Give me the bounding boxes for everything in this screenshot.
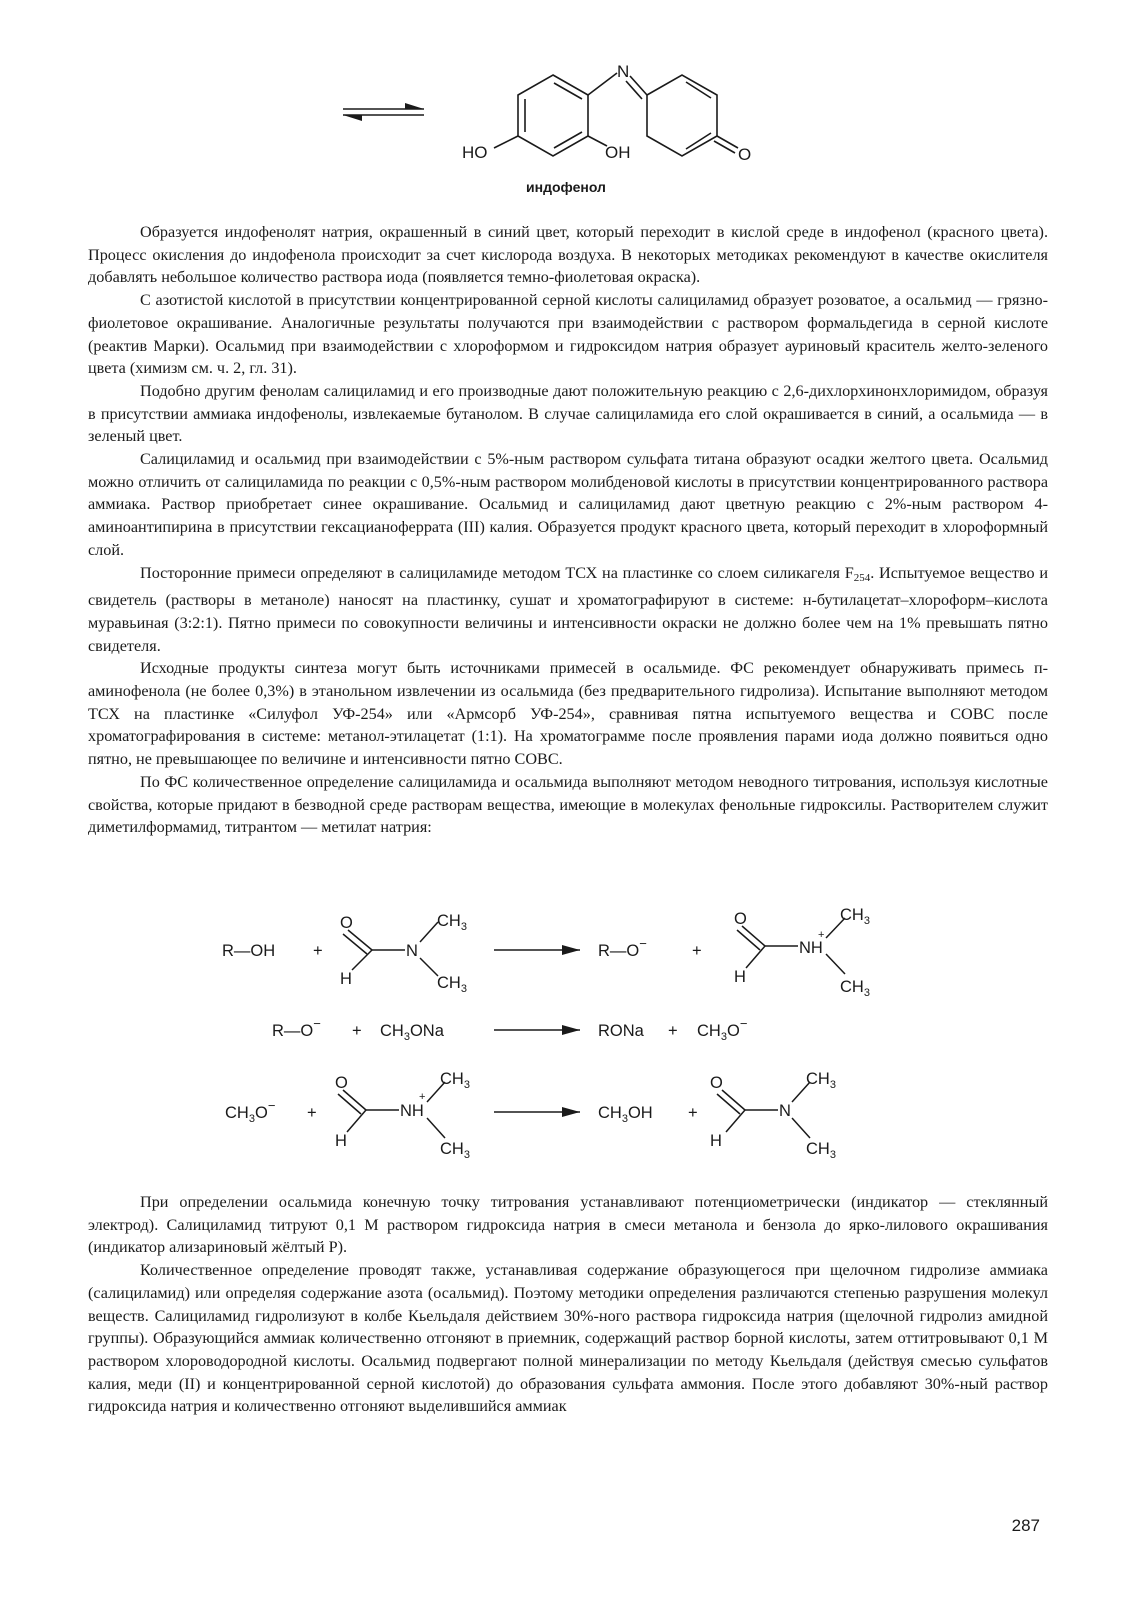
arrow-head-icon [562, 1025, 580, 1035]
ch3-bottom: $CH_3$ [806, 1140, 836, 1161]
tlc-subscript: 254 [853, 571, 871, 584]
right-quinone-ring [626, 75, 738, 156]
ch3-top: $CH_3$ [440, 1070, 470, 1091]
ch3-bottom: $CH_3$ [840, 978, 870, 999]
paragraph: Исходные продукты синтеза могут быть источниками примесей в осальмиде. ФС рекомендует обнаруживать примесь п-аминофенола (не более 0,3%) в этанольном извлечении из осальмида (без предварительного гидролиза). Испытание выполняют методом ТСХ на пластинке «Силуфол УФ-254» или «Армсорб УФ-254», сравнивая пятна испытуемого вещества и СОВС после хроматографирования в системе: метанол-этилацетат (1:1). На хроматограмме после проявления парами иода должно появиться одно пятно, не превышающее по величине и интенсивности пятно СОВС. [88, 659, 1048, 769]
ch3-top: $CH_3$ [806, 1070, 836, 1091]
ch3o-minus: $CH_3O^-$ [697, 1016, 748, 1043]
atom-o: O [710, 1074, 723, 1092]
atom-ho: HO [462, 143, 488, 162]
indophenol-svg [0, 40, 1132, 180]
plus-superscript: + [419, 1091, 426, 1103]
paragraph: Количественное определение проводят также, устанавливая содержание образующегося при щелочном гидролизе аммиака (салициламид) или определяя содержание азота (осальмид). Поэтому методики определения различаются степенью разрушения молекул веществ. Салициламид гидролизуют в колбе Кьельдаля действием 30%-ного раствора гидроксида натрия (щелочной гидролиз амидной группы). Образующийся аммиак количественно отгоняют в приемник, содержащий раствор борной кислоты, затем оттитровывают 0,1 М раствором хлороводородной кислоты. Осальмид подвергают полной минерализации по методу Кьельдаля (действуя смесью сульфатов калия, меди (II) и концентрированной серной кислотой) до образования сульфата аммония. После этого добавляют 30%-ный раствор гидроксида натрия и количественно отгоняют выделившийся аммиак [88, 1261, 1048, 1416]
atom-o: O [340, 914, 353, 932]
ch3-bottom: $CH_3$ [437, 974, 467, 995]
text-block-a [88, 221, 1048, 839]
paragraph: С азотистой кислотой в присутствии концентрированной серной кислоты салициламид образует розоватое, а осальмид — грязно-фиолетовое окрашивание. Аналогичные результаты получаются при взаимодействии с раствором формальдегида в серной кислоте (реактив Марки). Осальмид при взаимодействии с хлороформом и гидроксидом натрия образует ауриновый краситель желто-зеленого цвета (химизм см. ч. 2, гл. 31). [88, 291, 1048, 378]
plus-sign: + [313, 942, 323, 960]
tlc-text-2: . Испытуемое вещество и свидетель (растворы в метаноле) наносят на пластинку, сушат и хроматографируют в системе: н-бутилацетат–хлороформ–кислота муравьиная (3:2:1). Пятно примеси по совокупности величины и интенсивности окраски не должно более чем на 1% превышать пятно свидетеля. [88, 563, 1048, 655]
ch3-top: $CH_3$ [840, 906, 870, 927]
atom-nh: NH [400, 1102, 424, 1120]
plus-superscript: + [818, 929, 825, 941]
ch3ona: $CH_3ONa$ [380, 1022, 444, 1043]
paragraph: При определении осальмида конечную точку титрования устанавливают потенциометрически (индикатор — стеклянный электрод). Салициламид титруют 0,1 М раствором гидроксида натрия в смеси метанола и бензола до ярко-лилового окрашивания (индикатор ализариновый жёлтый Р). [88, 1193, 1048, 1257]
plus-sign: + [307, 1104, 317, 1122]
r-o-minus: R—O− [272, 1016, 321, 1040]
plus-sign: + [352, 1022, 362, 1040]
plus-sign: + [688, 1104, 698, 1122]
atom-h: H [710, 1132, 722, 1150]
plus-sign: + [668, 1022, 678, 1040]
left-benzene-ring [494, 73, 617, 156]
titration-reactions [0, 900, 1132, 1180]
text-block-c [88, 1191, 1048, 1418]
atom-nh: NH [799, 939, 823, 957]
atom-o: O [734, 910, 747, 928]
reactions-svg [0, 900, 1132, 1180]
paragraph: Образуется индофенолят натрия, окрашенный в синий цвет, который переходит в кислой среде в индофенол (красного цвета). Процесс окисления до индофенола происходит за счет кислорода воздуха. В некоторых методиках рекомендуют в качестве окислителя добавлять небольшое количество раствора иода (появляется темно-фиолетовая окраска). [88, 223, 1048, 287]
atom-h: H [335, 1132, 347, 1150]
r-o-minus: R—O− [598, 936, 647, 960]
equilibrium-arrow-icon [343, 109, 424, 115]
atom-h: H [340, 970, 352, 988]
rona: RONa [598, 1022, 644, 1040]
ch3oh: $CH_3OH$ [598, 1104, 653, 1125]
indophenol-structure [0, 40, 1132, 180]
r-oh: R—OH [222, 942, 276, 960]
atom-oh: OH [605, 143, 631, 162]
atom-h: H [734, 968, 746, 986]
atom-o: O [738, 145, 752, 164]
paragraph: По ФС количественное определение салициламида и осальмида выполняют методом неводного титрования, используя кислотные свойства, которые придают в безводной среде растворам вещества, имеющие в молекулах фенольные гидроксилы. Растворителем служит диметилформамид, титрантом — метилат натрия: [88, 772, 1048, 837]
atom-n: N [617, 62, 630, 81]
paragraph: Подобно другим фенолам салициламид и его производные дают положительную реакцию с 2,6-дихлорхинонхлоримидом, образуя в присутствии аммиака индофенолы, извлекаемые бутанолом. В случае салициламида его слой окрашивается в синий, а осальмида — в зеленый цвет. [88, 381, 1048, 446]
paragraph: Салициламид и осальмид при взаимодействии с 5%-ным раствором сульфата титана образуют осадки желтого цвета. Осальмид можно отличить от салициламида по реакции с 0,5%-ным раствором молибденовой кислоты в присутствии концентрированного раствора аммиака. Раствор приобретает синее окрашивание. Осальмид и салициламид дают цветную реакцию с 2%-ным раствором 4-аминоантипирина в присутствии гексацианоферрата (III) калия. Образуется продукт красного цвета, который переходит в хлороформный слой. [88, 450, 1048, 559]
atom-o: O [335, 1074, 348, 1092]
arrow-head-left [343, 115, 362, 121]
tlc-text-1: Посторонние примеси определяют в салициламиде методом ТСХ на пластинке со слоем силикагеля F [140, 563, 854, 582]
arrow-head-right [405, 103, 424, 109]
ch3o-minus: $CH_3O^-$ [225, 1098, 276, 1125]
page-number: 287 [1011, 1516, 1040, 1535]
atom-n: N [406, 942, 418, 960]
arrow-head-icon [562, 1107, 580, 1117]
ch3-top: $CH_3$ [437, 912, 467, 933]
structure-caption: индофенол [526, 179, 606, 195]
arrow-head-icon [562, 945, 580, 955]
paragraph-tlc [88, 562, 1048, 658]
plus-sign: + [692, 942, 702, 960]
ch3-bottom: $CH_3$ [440, 1140, 470, 1161]
atom-n: N [779, 1102, 791, 1120]
